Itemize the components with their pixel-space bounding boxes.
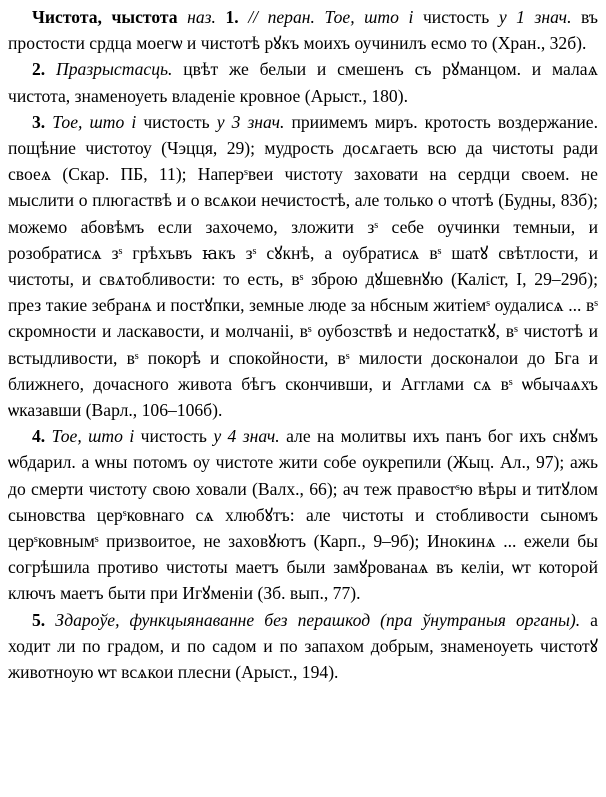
- cross-ref-sense: у 4 знач.: [213, 426, 280, 447]
- cross-ref-word: чистость: [422, 7, 490, 27]
- dictionary-entry: [8, 4, 598, 685]
- citation-text: приимемъ миръ. кротость воздержание. пощѣние чистотоу (Чэцця, 29); мудрость досѧгаеть всю да чистоты ради своеѧ (Скар. ПБ, 11); Наперˢвеи чистоту заховати на сердци своем. не мыслити о плюгаствѣ и о всѧкои нечистостѣ, але только о чтотѣ (Будны, 83б); можемо абовѣмъ если захочемо, зложити зˢ себе оучинки темныи, и розобратисѧ зˢ грѣхъвъ ꙗкъ зˢ сꙋкнѣ, а оубратисѧ вˢ шатꙋ свѣтлости, и чистоты, и свѧтобливости: то есть, вˢ зброю дꙋшевнꙋю (Каліст, I, 29–29б); през такие зебранѧ и постꙋпки, земные люде за нбсным житіемˢ оудалисѧ ... вˢ скромности и ласкавости, и молчаніі, вˢ оубозствѣ и недостаткꙋ, вˢ чистотѣ и встыдливости, вˢ покорѣ и спокойности, вˢ милости досконалои до Бга и ближнего, дочасного живота бѣгъ скончивши, и Агглами сѧ вˢ ѡбычаѧхъ ѡказавши (Варл., 106–106б).: [8, 111, 599, 421]
- headword: Чистота, чыстота: [32, 7, 178, 27]
- cross-ref-word: чистость: [143, 111, 210, 132]
- citation-text: въ простости срдца моегѡ и чистотѣ рꙋкъ моихъ оучинилъ есмо то (Хран., 32б).: [8, 7, 599, 54]
- citation-text: але на молитвы ихъ панъ бог ихъ снꙋмъ ѡбдарил. а ѡны потомъ оу чистоте жити собе оукрепили (Жыц. Ал., 97); ажь до смерти чистоту свою ховали (Валх., 66); ач теж правостˢю вѣры и титꙋлом сыновства церˢковнаго сѧ хлюбꙋтъ: але чистоты и стобливости сыномъ церˢковнымˢ призвоитое, не заховꙋютъ (Карп., 9–9б); Инокинѧ ... ежели бы согрѣшила противо чистоты маетъ были замꙋрованаѧ въ келіи, ѡт которой ключъ маетъ быти при Игꙋменіи (Зб. вып., 77).: [8, 426, 599, 604]
- cross-ref-sense: у 1 знач.: [498, 7, 572, 27]
- cross-ref-word: чистость: [140, 426, 207, 447]
- sense-3: [8, 109, 598, 423]
- sense-gloss: Тое, што і: [52, 111, 137, 132]
- part-of-speech: наз.: [187, 7, 216, 27]
- sense-2: [8, 56, 598, 108]
- sense-gloss: Здароўе, функцыянаванне без перашкод (пра ўнутраныя органы).: [55, 609, 581, 630]
- sense-1: [8, 4, 598, 56]
- cross-ref-sense: у 3 знач.: [216, 111, 285, 132]
- sense-number: 5.: [32, 609, 46, 630]
- citation-text: цвѣт же белыи и смешенъ съ рꙋманцом. и малаѧ чистота, знаменоуеть владеніе кровное (Арыст., 180).: [8, 59, 598, 106]
- sense-gloss: // перан. Тое, што і: [248, 7, 414, 27]
- sense-number: 4.: [32, 426, 46, 447]
- sense-number: 1.: [225, 7, 239, 27]
- sense-number: 2.: [32, 59, 46, 80]
- sense-gloss: Тое, што і: [51, 426, 135, 447]
- sense-number: 3.: [32, 111, 46, 132]
- citation-text: а ходит ли по градом, и по садом и по запахом добрым, знаменоуеть чистотꙋ животноую ѡт всѧкои плесни (Арыст., 194).: [8, 609, 598, 683]
- sense-4: [8, 423, 598, 606]
- sense-5: [8, 607, 598, 686]
- sense-gloss: Празрыстасць.: [56, 59, 173, 80]
